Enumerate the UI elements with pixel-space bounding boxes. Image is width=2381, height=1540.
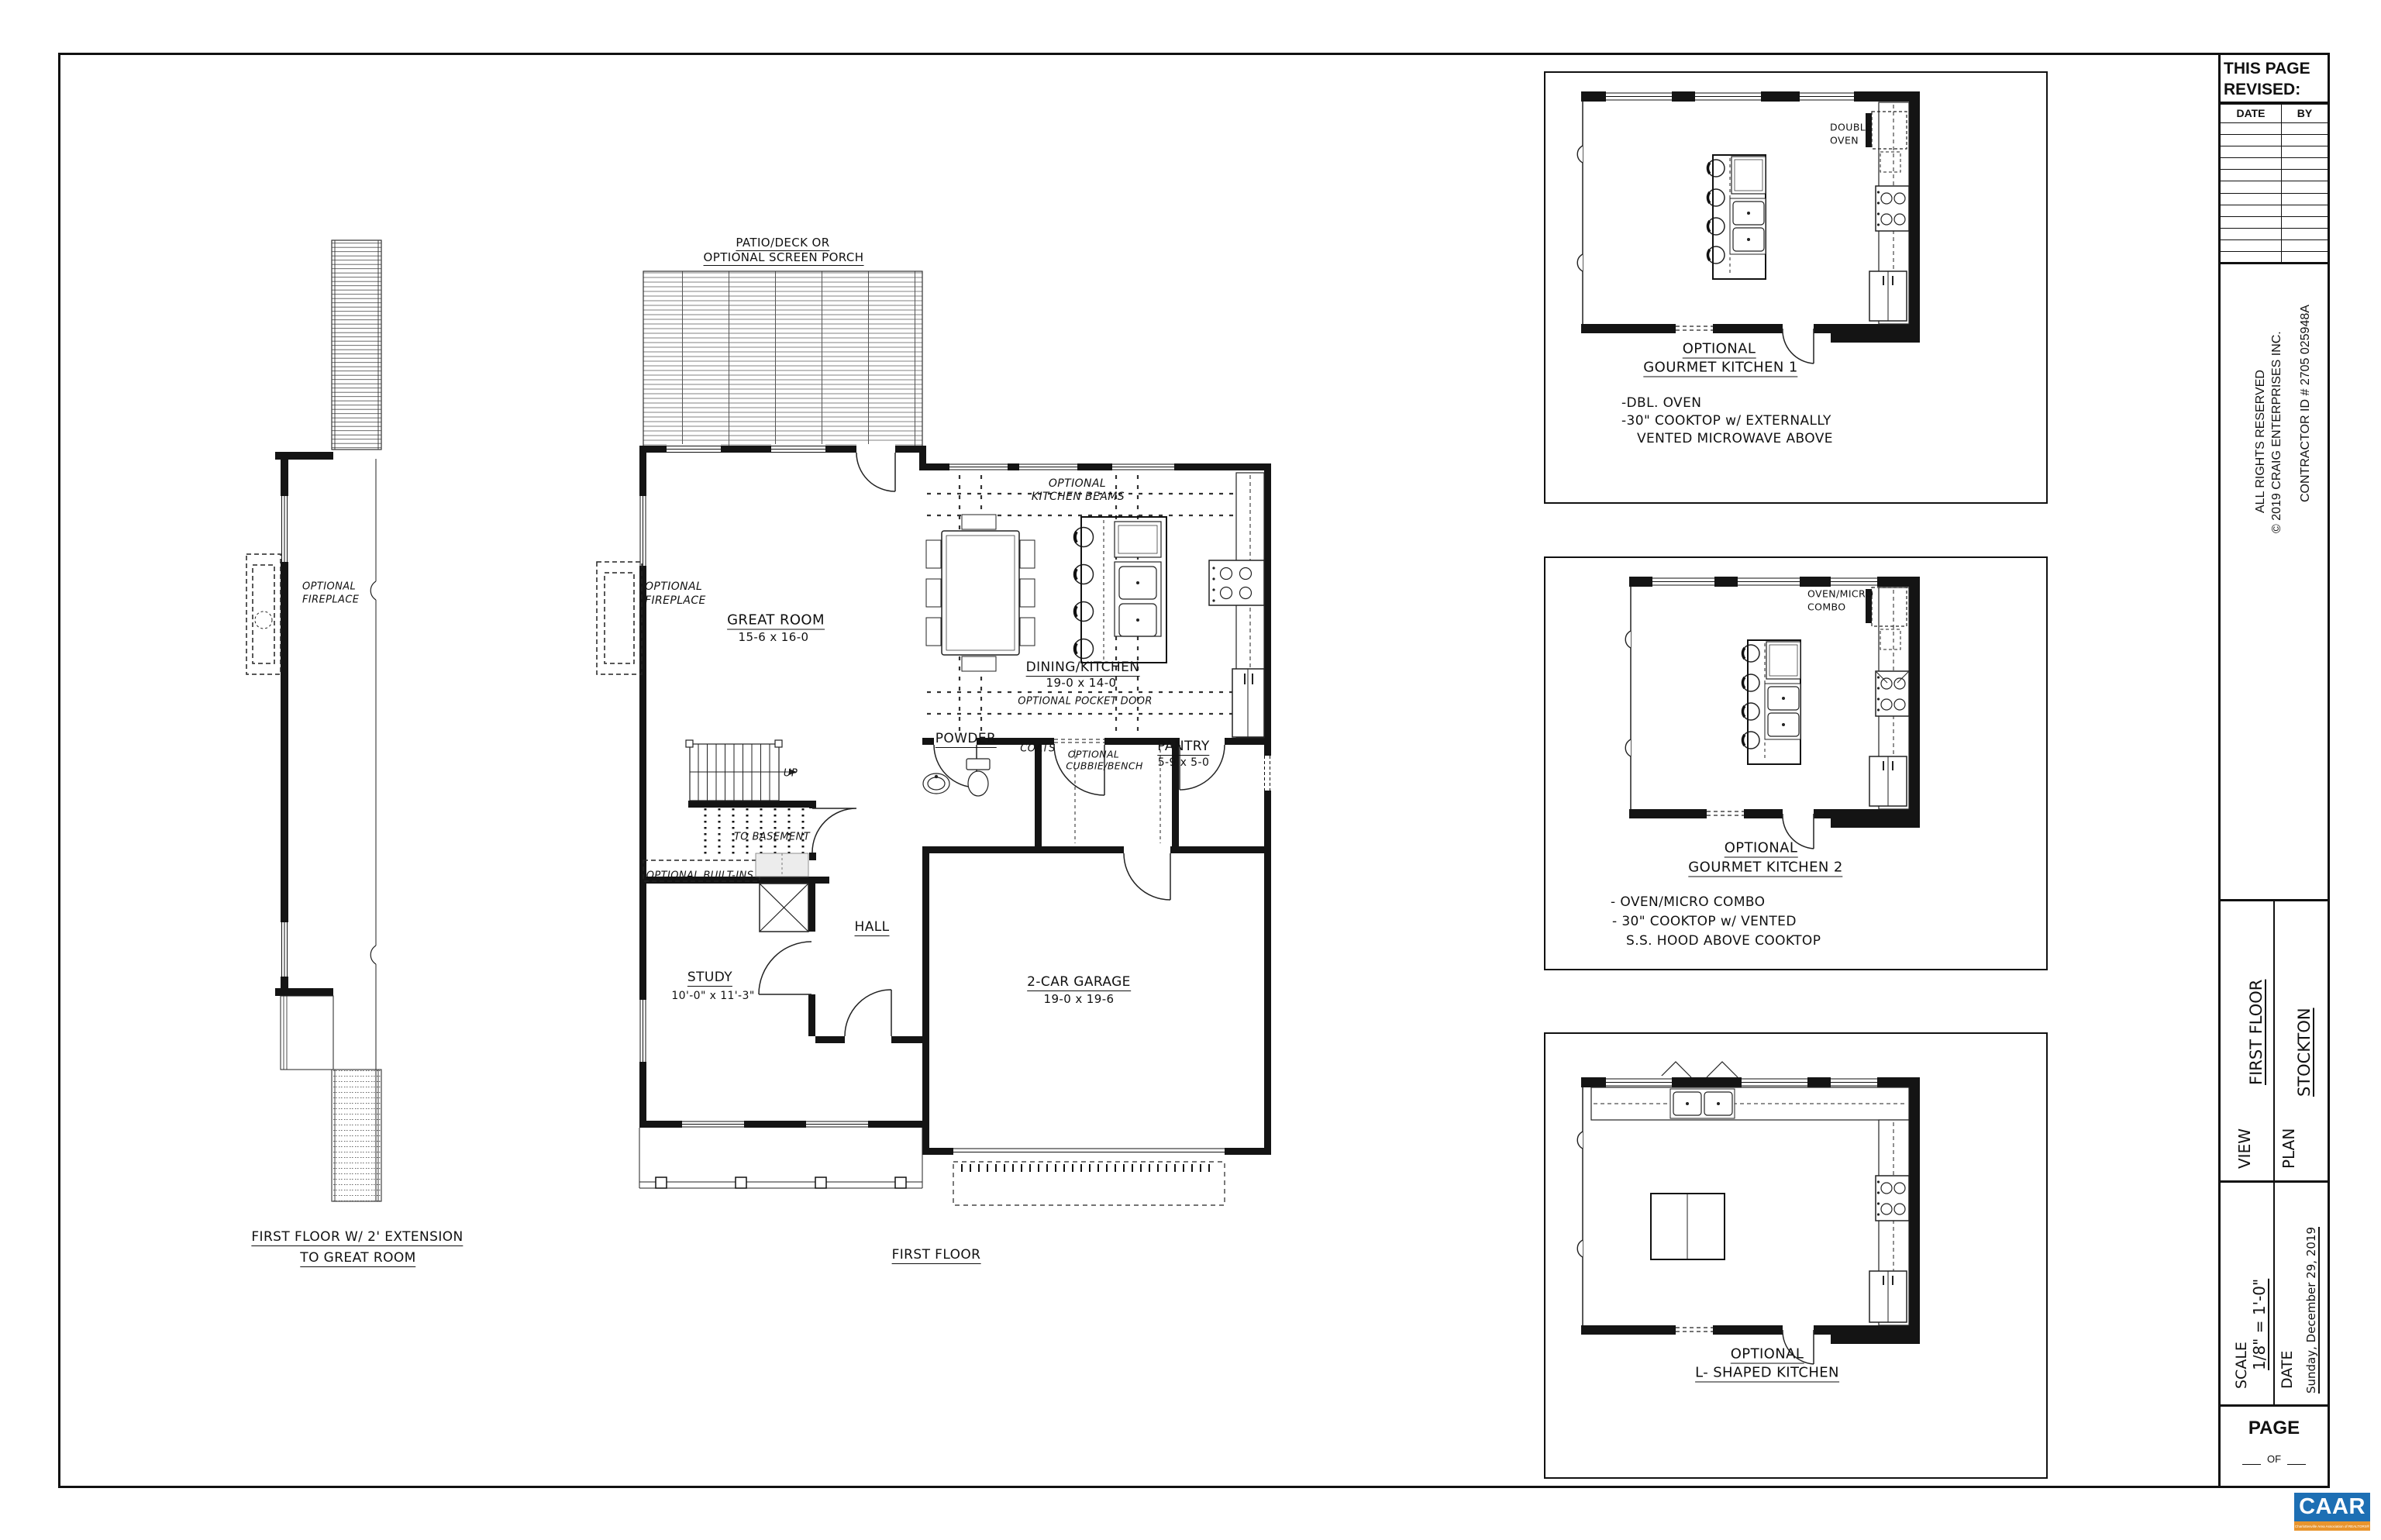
k1-note1: -DBL. OVEN: [1621, 395, 1702, 411]
great-room-dims: 15-6 x 16-0: [738, 630, 809, 644]
extension-lower-walls: [281, 996, 333, 1070]
windows: [638, 444, 1174, 1129]
revision-row-cell: [2221, 252, 2281, 264]
revision-row-cell: [2221, 240, 2281, 252]
k3-counter-appliances: [1869, 1120, 1909, 1325]
revision-row-cell: [2221, 217, 2281, 229]
revision-col-date: DATE: [2221, 105, 2281, 123]
extension-caption-line2: TO GREAT ROOM: [300, 1250, 416, 1266]
k1-double-oven-label-line2: OVEN: [1830, 134, 1859, 146]
k2-note2: - 30" COOKTOP w/ VENTED: [1612, 914, 1797, 929]
revision-row-cell: [2281, 181, 2328, 193]
revision-row-cell: [2221, 205, 2281, 217]
caar-logo: [2294, 1493, 2370, 1531]
k3-top-counter-sinks: [1591, 1087, 1909, 1120]
ext-fireplace-label-line1: OPTIONAL: [302, 581, 357, 593]
dining-kitchen-dims: 19-0 x 14-0: [1046, 676, 1117, 690]
powder-label: POWDER: [935, 731, 997, 746]
revision-row-cell: [2281, 146, 2328, 158]
patio-deck-hatch: [643, 271, 922, 450]
k1-island: [1707, 155, 1766, 279]
closet-x-box: [756, 853, 808, 932]
first-floor-caption: FIRST FLOOR: [891, 1247, 981, 1263]
k2-note1: - OVEN/MICRO COMBO: [1611, 894, 1766, 910]
pantry-label: PANTRY: [1157, 739, 1210, 754]
revision-row-cell: [2221, 123, 2281, 135]
scale-value: 1/8" = 1'-0": [2250, 1278, 2269, 1370]
k1-note2: -30" COOKTOP w/ EXTERNALLY: [1621, 413, 1831, 429]
front-porch: [639, 1128, 922, 1188]
k3-roof-carets: [1660, 1062, 1738, 1077]
scale-label: SCALE: [2233, 1342, 2250, 1389]
revised-header-line2: REVISED:: [2224, 81, 2301, 98]
patio-label-line2: OPTIONAL SCREEN PORCH: [703, 250, 864, 264]
date-value: Sunday, December 29, 2019: [2304, 1226, 2318, 1394]
garage-dims: 19-0 x 19-6: [1043, 992, 1115, 1006]
powder-fixtures: [923, 759, 990, 796]
kitchen-counter-appliances: [1209, 473, 1264, 738]
revision-row-cell: [2281, 229, 2328, 240]
k2-title-line2: GOURMET KITCHEN 2: [1688, 859, 1843, 876]
k2-island: [1742, 640, 1800, 764]
great-room-label: GREAT ROOM: [727, 612, 825, 629]
revision-row-cell: [2281, 170, 2328, 181]
extension-caption-line1: FIRST FLOOR W/ 2' EXTENSION: [251, 1229, 463, 1245]
caar-logo-acronym: CAAR: [2294, 1493, 2370, 1521]
k1-title-line2: GOURMET KITCHEN 1: [1643, 359, 1798, 376]
dining-kitchen-label: DINING/KITCHEN: [1025, 660, 1140, 675]
plan-value: STOCKTON: [2295, 1008, 2314, 1097]
kitchen-beams-label-line1: OPTIONAL: [1048, 477, 1107, 490]
extension-plan-drawing: [233, 233, 395, 1232]
k2-title-line1: OPTIONAL: [1724, 839, 1798, 856]
revision-row-cell: [2281, 217, 2328, 229]
stairs-up: [686, 740, 797, 801]
hall-label: HALL: [854, 919, 890, 935]
k2-note3: S.S. HOOD ABOVE COOKTOP: [1626, 933, 1821, 949]
date-label: DATE: [2279, 1350, 2296, 1389]
extension-deck-hatch: [332, 240, 381, 450]
ext-fireplace-label-line2: FIREPLACE: [302, 594, 360, 606]
k2-left-wall: [1625, 587, 1631, 809]
k1-bottom-dashed-gap: [1676, 326, 1713, 330]
page-label: PAGE: [2248, 1418, 2300, 1438]
garage-apron-dashed: [953, 1162, 1225, 1205]
revision-row-cell: [2281, 158, 2328, 170]
kitchen-beams-label-line2: KITCHEN BEAMS: [1031, 491, 1125, 503]
extension-porch-hatch: [332, 1070, 381, 1201]
built-ins-label: OPTIONAL BUILT-INS: [646, 870, 754, 882]
up-label: UP: [783, 767, 798, 780]
of-label: OF: [2266, 1453, 2282, 1465]
study-dims: 10'-0" x 11'-3": [671, 990, 755, 1002]
revision-row-cell: [2281, 123, 2328, 135]
k3-title-line1: OPTIONAL: [1730, 1345, 1804, 1363]
revision-row-cell: [2281, 205, 2328, 217]
patio-label-line1: PATIO/DECK OR: [736, 236, 830, 250]
pocket-door-label: OPTIONAL POCKET DOOR: [1018, 695, 1153, 708]
k1-counter-appliances: [1866, 102, 1909, 324]
k3-title-line2: L- SHAPED KITCHEN: [1695, 1364, 1839, 1381]
revision-col-by: BY: [2281, 105, 2328, 123]
page-number-blank: [2242, 1456, 2261, 1465]
caar-logo-tagline: Charlottesville Area Association of REALTORS®: [2294, 1521, 2370, 1531]
pantry-dims: 5-9 x 5-0: [1157, 756, 1210, 769]
k3-left-wall: [1577, 1087, 1583, 1325]
kitchen3-drawing: [1544, 1032, 2048, 1479]
rights-reserved-text: ALL RIGHTS RESERVED: [2254, 370, 2267, 513]
page-total-blank: [2287, 1456, 2306, 1465]
k1-note3: VENTED MICROWAVE ABOVE: [1637, 431, 1833, 446]
revision-row-cell: [2221, 146, 2281, 158]
dining-table-set: [926, 515, 1035, 671]
copyright-text: © 2019 CRAIG ENTERPRISES INC.: [2270, 331, 2283, 533]
plan-label: PLAN: [2279, 1128, 2298, 1169]
k3-island: [1651, 1194, 1725, 1259]
k1-title-line1: OPTIONAL: [1682, 340, 1756, 357]
revision-row-cell: [2281, 194, 2328, 205]
fireplace-label-line2: FIREPLACE: [645, 594, 706, 607]
kitchen-island: [1074, 517, 1167, 663]
revision-row-cell: [2221, 135, 2281, 146]
k2-windows: [1652, 575, 1877, 588]
to-basement-label: TO BASEMENT: [733, 831, 811, 843]
view-label: VIEW: [2235, 1128, 2254, 1169]
revised-header-line1: THIS PAGE: [2224, 60, 2310, 78]
cubbie-label-line2: CUBBIE/BENCH: [1066, 760, 1143, 772]
garage-label: 2-CAR GARAGE: [1027, 974, 1131, 990]
k2-counter-appliances: [1866, 587, 1909, 809]
revision-row-cell: [2221, 181, 2281, 193]
revision-row-cell: [2221, 158, 2281, 170]
revision-row-cell: [2221, 170, 2281, 181]
revision-row-cell: [2221, 229, 2281, 240]
k2-oven-micro-label-line2: COMBO: [1807, 601, 1846, 613]
contractor-id-text: CONTRACTOR ID # 2705 025948A: [2299, 305, 2312, 502]
revised-header: [2221, 55, 2328, 105]
revision-table: [2221, 105, 2328, 264]
revision-row-cell: [2221, 194, 2281, 205]
revision-row-cell: [2281, 252, 2328, 264]
fireplace-label-line1: OPTIONAL: [645, 581, 703, 593]
k2-bottom-dashed-gap: [1707, 811, 1744, 815]
k1-windows: [1606, 90, 1854, 103]
k3-bottom-dashed-gap: [1676, 1328, 1713, 1332]
view-value: FIRST FLOOR: [2247, 979, 2266, 1085]
cubbie-label-line1: OPTIONAL: [1067, 748, 1120, 760]
extension-fireplace: [246, 554, 281, 674]
k2-oven-micro-label-line1: OVEN/MICRO: [1807, 587, 1874, 600]
revision-row-cell: [2281, 240, 2328, 252]
study-label: STUDY: [687, 970, 733, 985]
k1-left-wall: [1577, 102, 1583, 324]
coats-label: COATS: [1020, 742, 1056, 755]
k1-entry-door-arc: [1783, 329, 1814, 363]
k1-double-oven-label-line1: DOUBLE: [1830, 121, 1873, 133]
fireplace-main-dashed: [597, 562, 642, 674]
page-section: [2221, 1418, 2328, 1491]
revision-row-cell: [2281, 135, 2328, 146]
